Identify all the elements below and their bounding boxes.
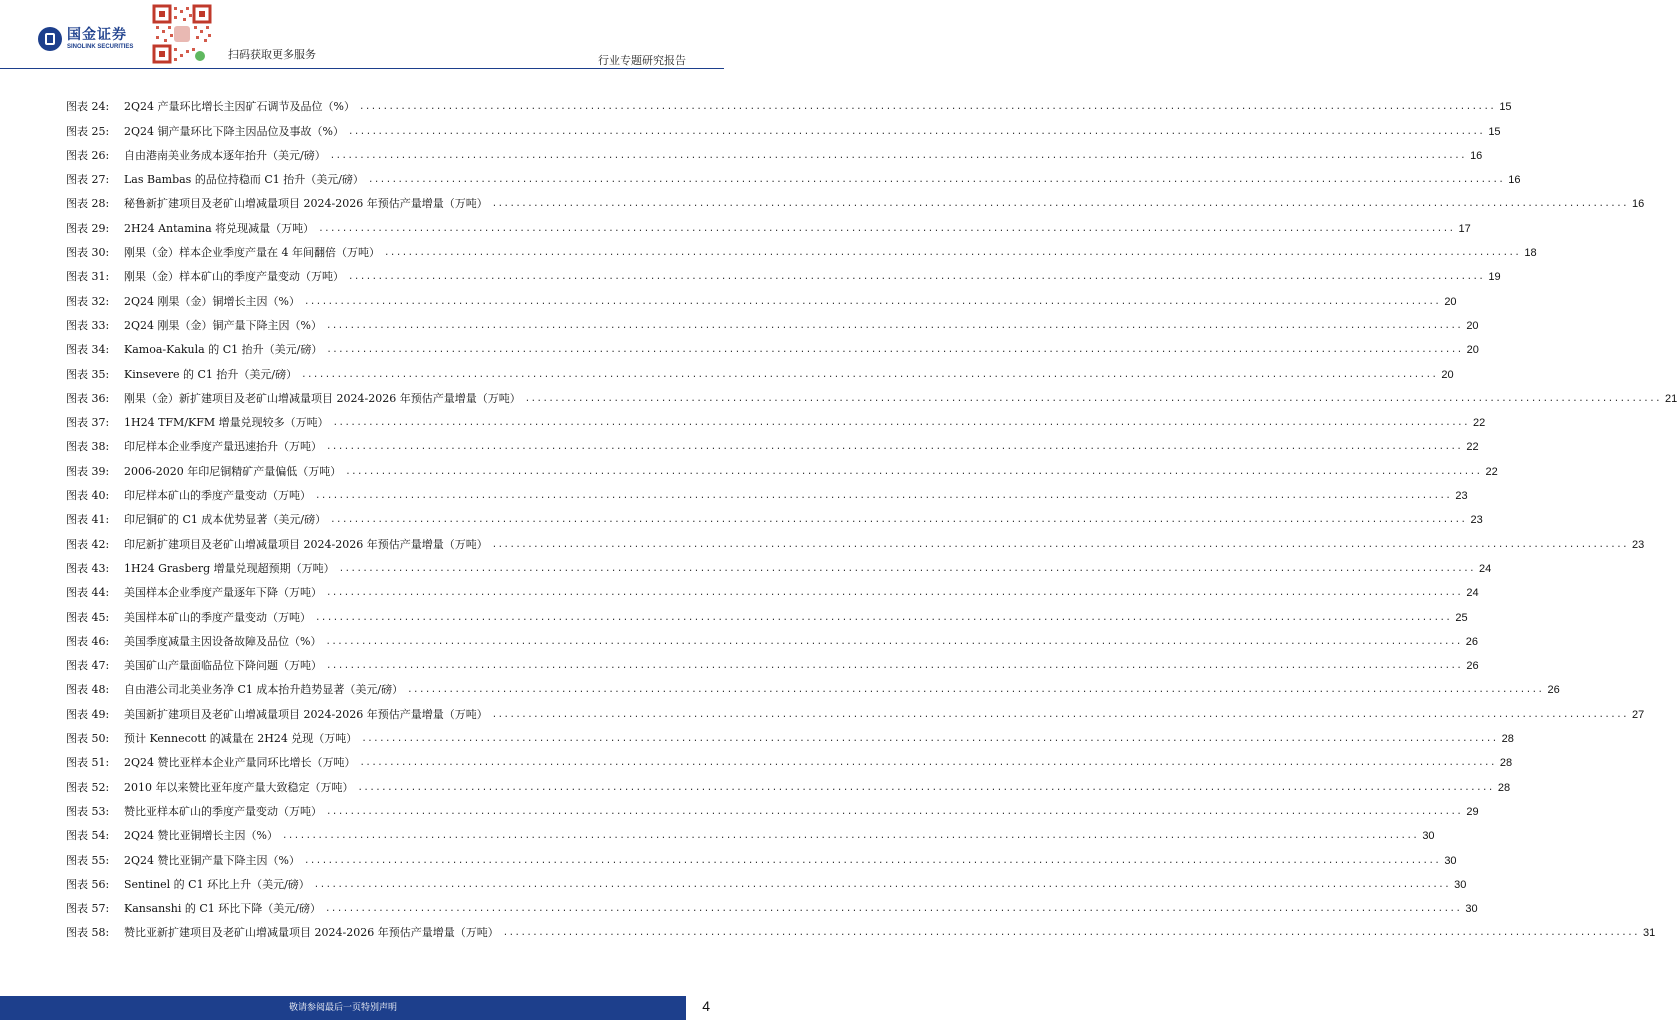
toc-figure-title: 预计 Kennecott 的减量在 2H24 兑现（万吨）: [124, 732, 358, 746]
toc-figure-label: 图表 24:: [66, 100, 110, 114]
toc-figure-title: 1H24 Grasberg 增量兑现超预期（万吨）: [124, 561, 335, 575]
toc-page-number: 27: [1632, 708, 1645, 721]
toc-page-number: 28: [1499, 757, 1513, 770]
toc-dot-leader: [360, 756, 1496, 770]
toc-page-number: 23: [1632, 538, 1645, 551]
toc-figure-label: 图表 39:: [66, 464, 110, 478]
toc-figure-label: 图表 31:: [66, 270, 110, 284]
toc-page-number: 20: [1466, 319, 1479, 332]
toc-figure-title: 美国样本矿山的季度产量变动（万吨）: [124, 610, 311, 624]
page-header: [0, 0, 724, 70]
toc-entry[interactable]: [66, 770, 1511, 794]
toc-page-number: 25: [1455, 611, 1468, 624]
sinolink-logo: [38, 27, 133, 51]
toc-page-number: 23: [1455, 490, 1468, 503]
toc-figure-label: 图表 55:: [66, 853, 110, 867]
toc-dot-leader: [368, 173, 1504, 187]
toc-entry[interactable]: [66, 649, 1479, 673]
toc-entry[interactable]: [66, 503, 1483, 527]
brand-name-en: SINOLINK SECURITIES: [67, 44, 134, 50]
toc-figure-label: 图表 37:: [66, 416, 110, 430]
toc-entry[interactable]: [66, 382, 1677, 406]
toc-figure-title: Las Bambas 的品位持稳而 C1 抬升（美元/磅）: [124, 173, 364, 187]
toc-page-number: 23: [1470, 514, 1483, 527]
toc-entry[interactable]: [66, 527, 1645, 551]
toc-figure-label: 图表 56:: [66, 877, 110, 891]
toc-entry[interactable]: [66, 673, 1560, 697]
toc-entry[interactable]: [66, 868, 1467, 892]
toc-page-number: 26: [1547, 684, 1560, 697]
toc-entry[interactable]: [66, 430, 1479, 454]
toc-dot-leader: [326, 586, 1462, 600]
toc-page-number: 22: [1472, 417, 1486, 430]
toc-entry[interactable]: [66, 795, 1479, 819]
toc-figure-title: 2Q24 刚果（金）铜增长主因（%）: [124, 294, 300, 308]
toc-entry[interactable]: [66, 114, 1501, 138]
toc-page-number: 16: [1632, 198, 1645, 211]
header-divider: [0, 68, 724, 69]
toc-entry[interactable]: [66, 600, 1468, 624]
toc-entry[interactable]: [66, 309, 1479, 333]
toc-entry[interactable]: [66, 357, 1454, 381]
toc-figure-label: 图表 30:: [66, 246, 110, 260]
toc-figure-label: 图表 34:: [66, 343, 110, 357]
toc-page-number: 28: [1497, 781, 1511, 794]
toc-page-number: 19: [1488, 271, 1501, 284]
toc-dot-leader: [318, 222, 1454, 236]
toc-entry[interactable]: [66, 819, 1435, 843]
toc-dot-leader: [407, 683, 1543, 697]
toc-figure-title: 刚果（金）新扩建项目及老矿山增减量项目 2024-2026 年预估产量增量（万吨）: [124, 391, 521, 405]
toc-dot-leader: [492, 708, 1628, 722]
toc-dot-leader: [333, 416, 1469, 430]
toc-figure-title: 自由港南美业务成本逐年抬升（美元/磅）: [124, 148, 326, 162]
sinolink-logo-icon: [38, 27, 62, 51]
toc-entry[interactable]: [66, 236, 1537, 260]
toc-figure-title: 印尼样本企业季度产量迅速抬升（万吨）: [124, 440, 322, 454]
toc-page-number: 30: [1454, 878, 1467, 891]
toc-entry[interactable]: [66, 187, 1645, 211]
toc-figure-label: 图表 44:: [66, 586, 110, 600]
toc-page-number: 18: [1524, 247, 1537, 260]
toc-figure-title: 印尼铜矿的 C1 成本优势显著（美元/磅）: [124, 513, 327, 527]
toc-page-number: 30: [1422, 830, 1435, 843]
toc-page-number: 24: [1479, 562, 1492, 575]
toc-figure-title: Kinsevere 的 C1 抬升（美元/磅）: [124, 367, 298, 381]
toc-figure-label: 图表 36:: [66, 391, 110, 405]
toc-dot-leader: [325, 635, 1461, 649]
toc-entry[interactable]: [66, 454, 1498, 478]
toc-dot-leader: [326, 805, 1462, 819]
toc-dot-leader: [525, 392, 1661, 406]
toc-figure-label: 图表 52:: [66, 780, 110, 794]
toc-figure-label: 图表 40:: [66, 489, 110, 503]
brand-name-cn: 国金证券: [67, 27, 127, 43]
toc-figure-title: 印尼样本矿山的季度产量变动（万吨）: [124, 489, 311, 503]
toc-dot-leader: [326, 440, 1462, 454]
toc-dot-leader: [330, 149, 1466, 163]
toc-entry[interactable]: [66, 211, 1471, 235]
toc-figure-label: 图表 58:: [66, 926, 110, 940]
toc-page-number: 29: [1466, 805, 1479, 818]
toc-figure-title: 2006-2020 年印尼铜精矿产量偏低（万吨）: [124, 464, 342, 478]
toc-entry[interactable]: [66, 139, 1483, 163]
toc-figure-label: 图表 41:: [66, 513, 110, 527]
toc-entry[interactable]: [66, 406, 1486, 430]
toc-dot-leader: [492, 538, 1628, 552]
toc-dot-leader: [384, 246, 1520, 260]
toc-figure-label: 图表 25:: [66, 124, 110, 138]
toc-dot-leader: [325, 902, 1461, 916]
toc-dot-leader: [326, 343, 1462, 357]
toc-dot-leader: [326, 659, 1462, 673]
toc-entry[interactable]: [66, 916, 1656, 940]
footer-disclaimer: 敬请参阅最后一页特别声明: [288, 1003, 397, 1013]
toc-page-number: 24: [1466, 587, 1479, 600]
toc-figure-title: 美国样本企业季度产量逐年下降（万吨）: [124, 586, 322, 600]
toc-entry[interactable]: [66, 90, 1512, 114]
toc-dot-leader: [348, 125, 1484, 139]
toc-dot-leader: [304, 854, 1440, 868]
toc-dot-leader: [282, 829, 1418, 843]
toc-page-number: 16: [1470, 149, 1483, 162]
toc-figure-title: 赞比亚样本矿山的季度产量变动（万吨）: [124, 804, 322, 818]
toc-dot-leader: [358, 781, 1494, 795]
toc-figure-label: 图表 42:: [66, 537, 110, 551]
table-of-figures: [66, 90, 1677, 940]
toc-figure-title: 美国季度减量主因设备故障及品位（%）: [124, 634, 322, 648]
toc-page-number: 30: [1465, 903, 1478, 916]
toc-figure-title: 2Q24 赞比亚铜增长主因（%）: [124, 829, 278, 843]
toc-figure-title: 自由港公司北美业务净 C1 成本抬升趋势显著（美元/磅）: [124, 683, 404, 697]
toc-figure-title: 2Q24 铜产量环比下降主因品位及事故（%）: [124, 124, 344, 138]
toc-dot-leader: [348, 270, 1484, 284]
page-number: 4: [702, 998, 710, 1014]
toc-figure-label: 图表 32:: [66, 294, 110, 308]
toc-entry[interactable]: [66, 479, 1468, 503]
toc-figure-label: 图表 38:: [66, 440, 110, 454]
toc-page-number: 20: [1466, 344, 1479, 357]
toc-dot-leader: [492, 197, 1628, 211]
qr-code-icon[interactable]: [152, 4, 212, 64]
toc-figure-label: 图表 28:: [66, 197, 110, 211]
toc-page-number: 26: [1465, 635, 1479, 648]
toc-figure-label: 图表 26:: [66, 148, 110, 162]
toc-figure-title: 2Q24 赞比亚样本企业产量同环比增长（万吨）: [124, 756, 356, 770]
toc-dot-leader: [315, 489, 1451, 503]
toc-entry[interactable]: [66, 892, 1478, 916]
toc-figure-label: 图表 51:: [66, 756, 110, 770]
toc-figure-title: 美国新扩建项目及老矿山增减量项目 2024-2026 年预估产量增量（万吨）: [124, 707, 488, 721]
toc-entry[interactable]: [66, 843, 1457, 867]
toc-dot-leader: [345, 465, 1481, 479]
toc-page-number: 20: [1441, 368, 1454, 381]
toc-dot-leader: [315, 611, 1451, 625]
toc-entry[interactable]: [66, 722, 1514, 746]
toc-figure-label: 图表 47:: [66, 659, 110, 673]
toc-entry[interactable]: [66, 260, 1501, 284]
toc-page-number: 15: [1488, 125, 1501, 138]
toc-figure-label: 图表 49:: [66, 707, 110, 721]
toc-figure-title: 刚果（金）样本企业季度产量在 4 年间翻倍（万吨）: [124, 246, 380, 260]
toc-figure-title: 2H24 Antamina 将兑现减量（万吨）: [124, 221, 315, 235]
toc-figure-label: 图表 50:: [66, 732, 110, 746]
toc-page-number: 31: [1643, 927, 1656, 940]
toc-entry[interactable]: [66, 576, 1479, 600]
toc-figure-label: 图表 57:: [66, 902, 110, 916]
toc-figure-label: 图表 53:: [66, 804, 110, 818]
toc-figure-label: 图表 33:: [66, 318, 110, 332]
toc-page-number: 21: [1665, 392, 1677, 405]
toc-page-number: 20: [1444, 295, 1457, 308]
toc-figure-label: 图表 29:: [66, 221, 110, 235]
toc-page-number: 17: [1458, 222, 1471, 235]
toc-dot-leader: [359, 100, 1495, 114]
toc-page-number: 16: [1508, 174, 1521, 187]
toc-dot-leader: [304, 295, 1440, 309]
toc-page-number: 26: [1466, 660, 1479, 673]
toc-figure-title: 2Q24 产量环比增长主因矿石调节及品位（%）: [124, 100, 355, 114]
toc-figure-title: 印尼新扩建项目及老矿山增减量项目 2024-2026 年预估产量增量（万吨）: [124, 537, 488, 551]
toc-page-number: 28: [1501, 733, 1514, 746]
toc-figure-title: Sentinel 的 C1 环比上升（美元/磅）: [124, 877, 310, 891]
toc-dot-leader: [339, 562, 1475, 576]
toc-figure-label: 图表 46:: [66, 634, 110, 648]
toc-entry[interactable]: [66, 333, 1479, 357]
toc-figure-title: 2Q24 刚果（金）铜产量下降主因（%）: [124, 318, 322, 332]
toc-dot-leader: [361, 732, 1497, 746]
toc-entry[interactable]: [66, 746, 1513, 770]
toc-page-number: 22: [1466, 441, 1479, 454]
toc-page-number: 30: [1444, 854, 1457, 867]
qr-caption: 扫码获取更多服务: [228, 48, 316, 61]
toc-figure-label: 图表 43:: [66, 561, 110, 575]
toc-figure-title: 刚果（金）样本矿山的季度产量变动（万吨）: [124, 270, 344, 284]
toc-figure-label: 图表 45:: [66, 610, 110, 624]
toc-figure-title: 赞比亚新扩建项目及老矿山增减量项目 2024-2026 年预估产量增量（万吨）: [124, 926, 499, 940]
toc-dot-leader: [330, 513, 1466, 527]
toc-figure-title: Kansanshi 的 C1 环比下降（美元/磅）: [124, 902, 322, 916]
toc-figure-title: Kamoa-Kakula 的 C1 抬升（美元/磅）: [124, 343, 323, 357]
toc-figure-title: 2Q24 赞比亚铜产量下降主因（%）: [124, 853, 300, 867]
toc-entry[interactable]: [66, 625, 1479, 649]
toc-dot-leader: [301, 368, 1437, 382]
toc-entry[interactable]: [66, 697, 1645, 721]
toc-figure-label: 图表 35:: [66, 367, 110, 381]
toc-figure-label: 图表 54:: [66, 829, 110, 843]
toc-dot-leader: [503, 926, 1639, 940]
toc-figure-label: 图表 48:: [66, 683, 110, 697]
toc-page-number: 22: [1485, 465, 1498, 478]
toc-figure-title: 2010 年以来赞比亚年度产量大致稳定（万吨）: [124, 780, 354, 794]
toc-figure-title: 秘鲁新扩建项目及老矿山增减量项目 2024-2026 年预估产量增量（万吨）: [124, 197, 488, 211]
toc-figure-title: 1H24 TFM/KFM 增量兑现较多（万吨）: [124, 416, 329, 430]
toc-page-number: 15: [1499, 101, 1512, 114]
toc-dot-leader: [326, 319, 1462, 333]
report-type: 行业专题研究报告: [598, 54, 686, 67]
toc-figure-title: 美国矿山产量面临品位下降问题（万吨）: [124, 659, 322, 673]
toc-entry[interactable]: [66, 552, 1492, 576]
toc-entry[interactable]: [66, 163, 1521, 187]
toc-figure-label: 图表 27:: [66, 173, 110, 187]
toc-entry[interactable]: [66, 284, 1457, 308]
toc-dot-leader: [314, 878, 1450, 892]
